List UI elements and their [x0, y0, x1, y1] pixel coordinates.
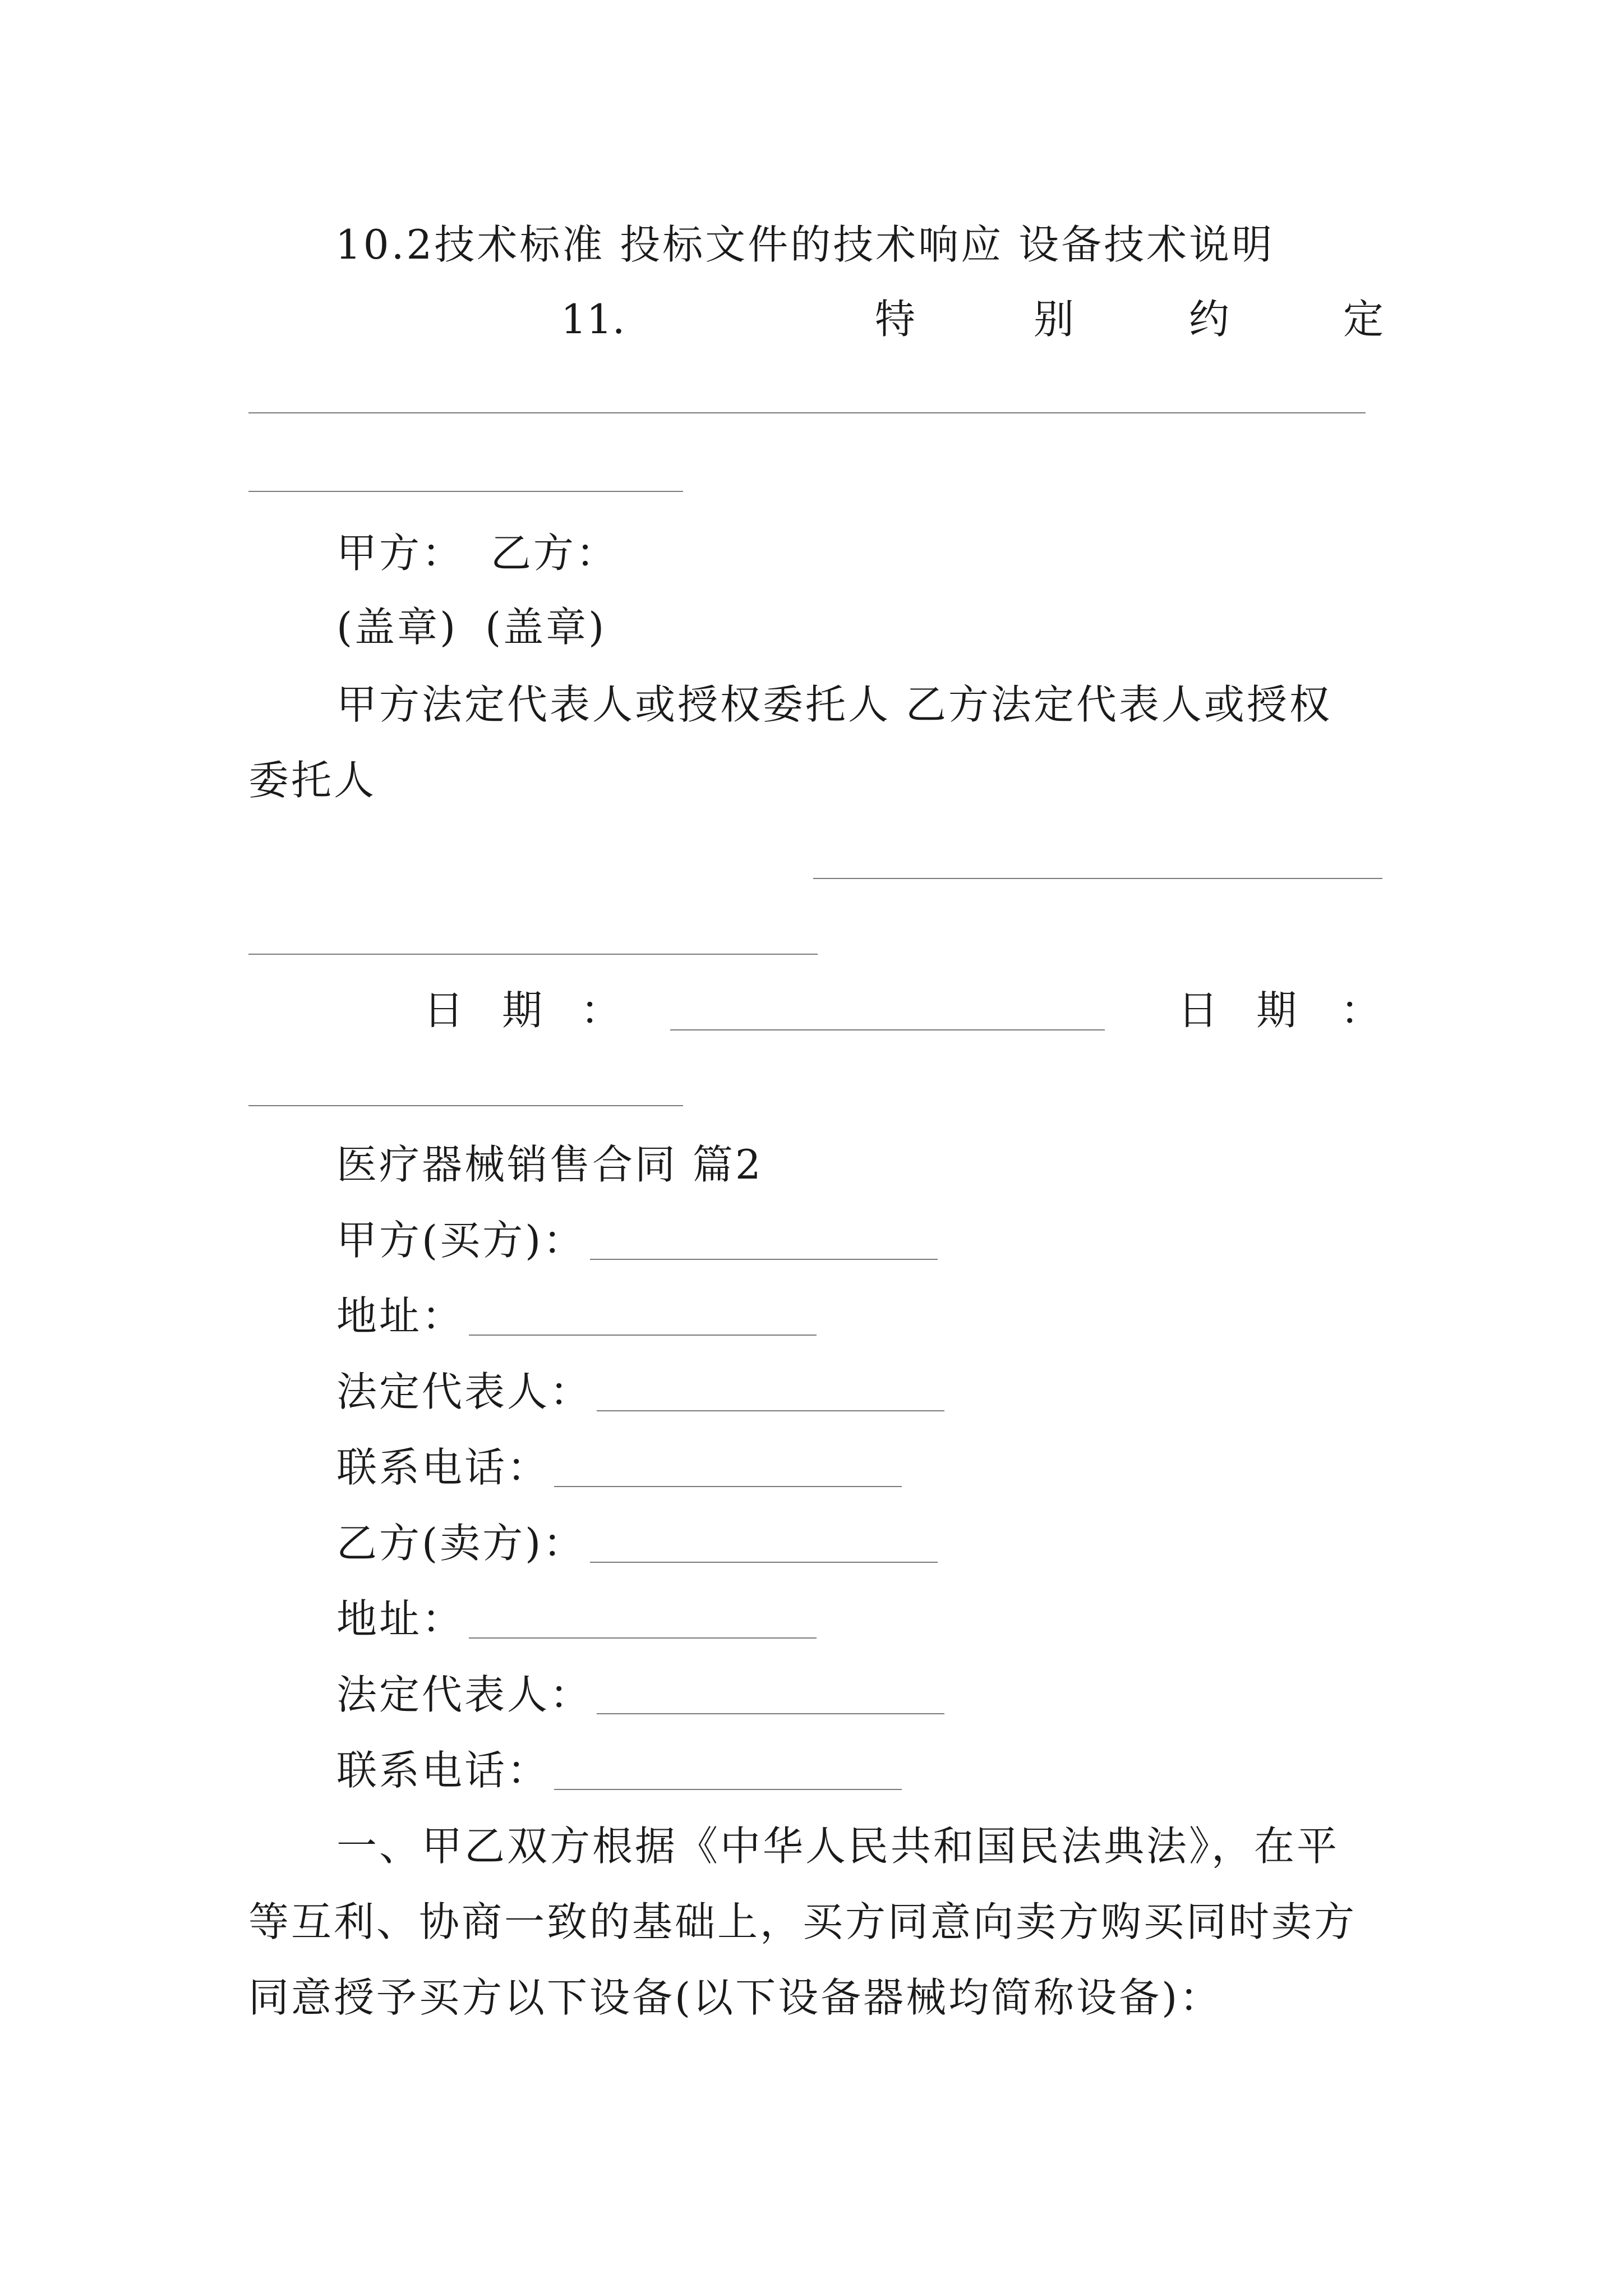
field-blank — [469, 1637, 817, 1639]
field-blank — [554, 1789, 902, 1790]
seal-labels-row — [336, 604, 607, 651]
section-11-char-2: 别 — [1034, 296, 1075, 343]
contract-2-title: 医疗器械销售合同 篇2 — [336, 1141, 763, 1188]
field-label: 联系电话： — [336, 1444, 550, 1491]
date-a-char-2: 期 — [502, 987, 543, 1034]
date-b-char-2: 期 — [1256, 987, 1297, 1034]
seal-a-label: (盖章) — [336, 604, 458, 651]
representative-line-2: 委托人 — [248, 757, 377, 804]
field-seller — [336, 1520, 938, 1567]
clause-1-line-2: 等互利、协商一致的基础上，买方同意向卖方购买同时卖方 — [248, 1898, 1357, 1945]
date-a-blank — [670, 1029, 1105, 1030]
field-label: 乙方(卖方)： — [336, 1520, 586, 1567]
field-blank — [554, 1486, 902, 1487]
seal-b-label: (盖章) — [485, 604, 607, 651]
special-terms-blank-line-2 — [248, 491, 683, 492]
party-a-label: 甲方： — [336, 530, 465, 577]
representative-line-1: 甲方法定代表人或授权委托人 乙方法定代表人或授权 — [336, 681, 1332, 728]
party-a-signature-blank — [248, 954, 818, 955]
field-label: 地址： — [336, 1595, 465, 1642]
field-label: 法定代表人： — [336, 1671, 593, 1718]
field-seller-address — [336, 1595, 817, 1642]
special-terms-blank-line-1 — [248, 412, 1366, 413]
date-b-blank — [248, 1105, 683, 1106]
party-labels-row — [336, 530, 619, 577]
field-blank — [469, 1335, 817, 1336]
field-blank — [597, 1410, 944, 1411]
section-11-char-4: 定 — [1343, 296, 1384, 343]
section-10-2-heading: 10.2技术标准 投标文件的技术响应 设备技术说明 — [335, 221, 1275, 268]
clause-1-line-1: 一、甲乙双方根据《中华人民共和国民法典法》，在平 — [336, 1823, 1340, 1870]
field-buyer — [336, 1217, 938, 1264]
date-a-char-3: ： — [580, 987, 621, 1034]
field-label: 联系电话： — [336, 1747, 550, 1794]
date-b-char-3: ： — [1340, 987, 1381, 1034]
field-seller-representative — [336, 1671, 944, 1718]
field-label: 地址： — [336, 1292, 465, 1340]
field-seller-phone — [336, 1747, 902, 1794]
field-buyer-representative — [336, 1368, 944, 1415]
field-label: 甲方(买方)： — [336, 1217, 586, 1264]
field-blank — [590, 1562, 938, 1563]
field-label: 法定代表人： — [336, 1368, 593, 1415]
field-buyer-address — [336, 1292, 817, 1340]
date-a-char-1: 日 — [423, 987, 464, 1034]
section-11-char-3: 约 — [1189, 296, 1230, 343]
party-b-label: 乙方： — [490, 530, 619, 577]
party-b-signature-blank — [813, 878, 1382, 879]
date-b-char-1: 日 — [1178, 987, 1219, 1034]
section-11-char-1: 特 — [875, 296, 916, 343]
field-blank — [590, 1259, 938, 1260]
field-blank — [597, 1713, 944, 1714]
section-11-number: 11. — [561, 296, 625, 343]
field-buyer-phone — [336, 1444, 902, 1491]
clause-1-line-3: 同意授予买方以下设备(以下设备器械均简称设备)： — [248, 1974, 1223, 2021]
